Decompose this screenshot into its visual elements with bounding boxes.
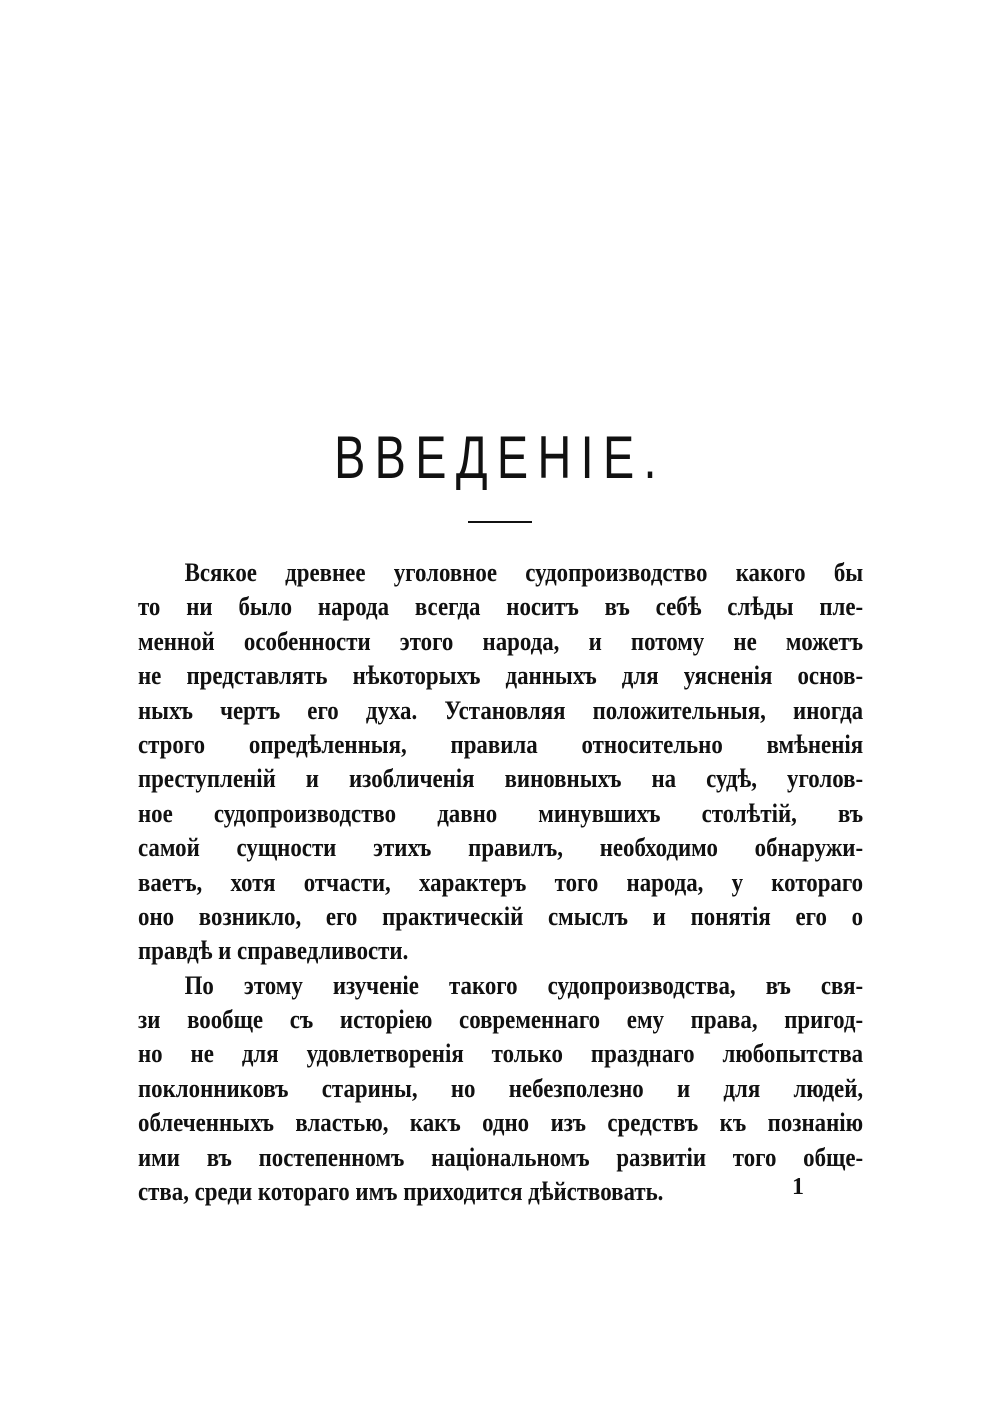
text-line: ства, среди котораго имъ приходится дѣйствовать. — [138, 1177, 664, 1207]
text-line: то ни было народа всегда носитъ въ себѣ слѣды пле- — [138, 592, 864, 622]
text-line: зи вообще съ исторіею современнаго ему права, пригод- — [138, 1005, 864, 1035]
text-line: ное судопроизводство давно минувшихъ столѣтій, въ — [138, 798, 864, 828]
paragraph-2 — [138, 969, 863, 1210]
paragraph-1 — [138, 556, 863, 969]
body-text — [138, 556, 863, 1209]
text-line: ныхъ чертъ его духа. Установляя положительныя, иногда — [138, 695, 864, 725]
text-line: правдѣ и справедливости. — [138, 936, 409, 966]
text-line: облеченныхъ властью, какъ одно изъ средствъ къ познанію — [138, 1108, 864, 1138]
text-line: Всякое древнее уголовное судопроизводство какого бы — [184, 558, 864, 587]
text-line: менной особенности этого народа, и потому не можетъ — [138, 626, 864, 656]
text-line: но не для удовлетворенія только празднаго любопытства — [138, 1039, 864, 1069]
title-divider — [468, 521, 532, 523]
text-line: преступленій и изобличенія виновныхъ на судѣ, уголов- — [138, 764, 864, 794]
text-line: строго опредѣленныя, правила относительно вмѣненія — [138, 729, 864, 759]
page-number: 1 — [792, 1174, 804, 1200]
text-line: ваетъ, хотя отчасти, характеръ того народа, у котораго — [138, 867, 864, 897]
chapter-title: ВВЕДЕНІЕ. — [334, 424, 666, 491]
text-line: ими въ постепенномъ національномъ развитіи того обще- — [138, 1142, 864, 1172]
text-line: поклонниковъ старины, но небезполезно и для людей, — [138, 1073, 864, 1103]
text-line: оно возникло, его практическій смыслъ и понятія его о — [138, 901, 864, 931]
text-line: По этому изученіе такого судопроизводства, въ свя- — [184, 970, 864, 1000]
text-line: не представлять нѣкоторыхъ данныхъ для уясненія основ- — [138, 661, 864, 691]
text-line: самой сущности этихъ правилъ, необходимо обнаружи- — [138, 833, 864, 863]
